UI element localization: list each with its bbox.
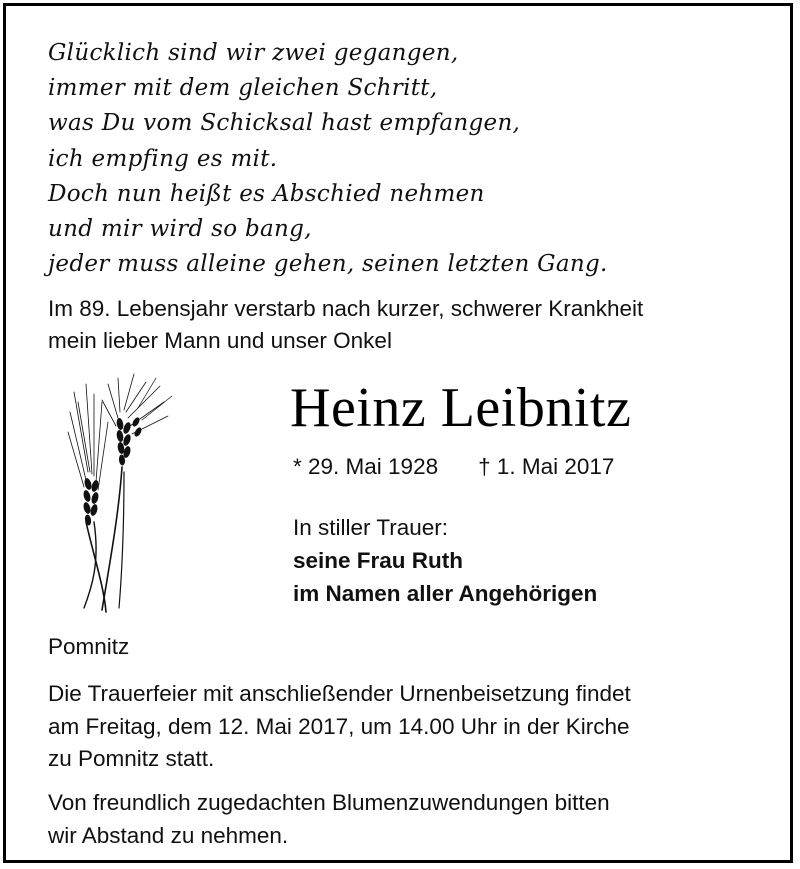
life-dates [293, 452, 614, 482]
poem-line: ich empfing es mit. [48, 145, 278, 172]
intro-text [48, 293, 643, 357]
ceremony-text [48, 678, 631, 776]
intro-line: mein lieber Mann und unser Onkel [48, 328, 392, 353]
poem [48, 36, 608, 282]
flowers-note [48, 787, 610, 852]
ceremony-line: Die Trauerfeier mit anschließender Urnenbeisetzung findet [48, 681, 631, 706]
poem-line: immer mit dem gleichen Schritt, [48, 75, 438, 102]
intro-line: Im 89. Lebensjahr verstarb nach kurzer, schwerer Krankheit [48, 296, 644, 321]
wheat-ears-icon [64, 372, 176, 614]
deceased-name: Heinz Leibnitz [290, 377, 632, 439]
poem-line: Doch nun heißt es Abschied nehmen [48, 180, 485, 207]
obituary-frame [3, 3, 793, 863]
mourner-spouse: seine Frau Ruth [293, 548, 464, 573]
poem-line: Glücklich sind wir zwei gegangen, [48, 40, 459, 66]
poem-line: jeder muss alleine gehen, seinen letzten Gang. [48, 251, 608, 278]
place-name: Pomnitz [48, 634, 130, 659]
poem-line: und mir wird so bang, [48, 216, 312, 243]
ceremony-line: zu Pomnitz statt. [48, 746, 215, 771]
birth-date: * 29. Mai 1928 [293, 454, 439, 479]
mourner-relatives: im Namen aller Angehörigen [293, 581, 598, 606]
mourners-heading: In stiller Trauer: [293, 515, 449, 540]
mourners-block [293, 511, 597, 610]
poem-line: was Du vom Schicksal hast empfangen, [48, 110, 521, 137]
flowers-line: wir Abstand zu nehmen. [48, 822, 289, 848]
ceremony-line: am Freitag, dem 12. Mai 2017, um 14.00 Uhr in der Kirche [48, 713, 630, 739]
flowers-line: Von freundlich zugedachten Blumenzuwendungen bitten [48, 790, 610, 815]
death-date: † 1. Mai 2017 [478, 454, 615, 479]
